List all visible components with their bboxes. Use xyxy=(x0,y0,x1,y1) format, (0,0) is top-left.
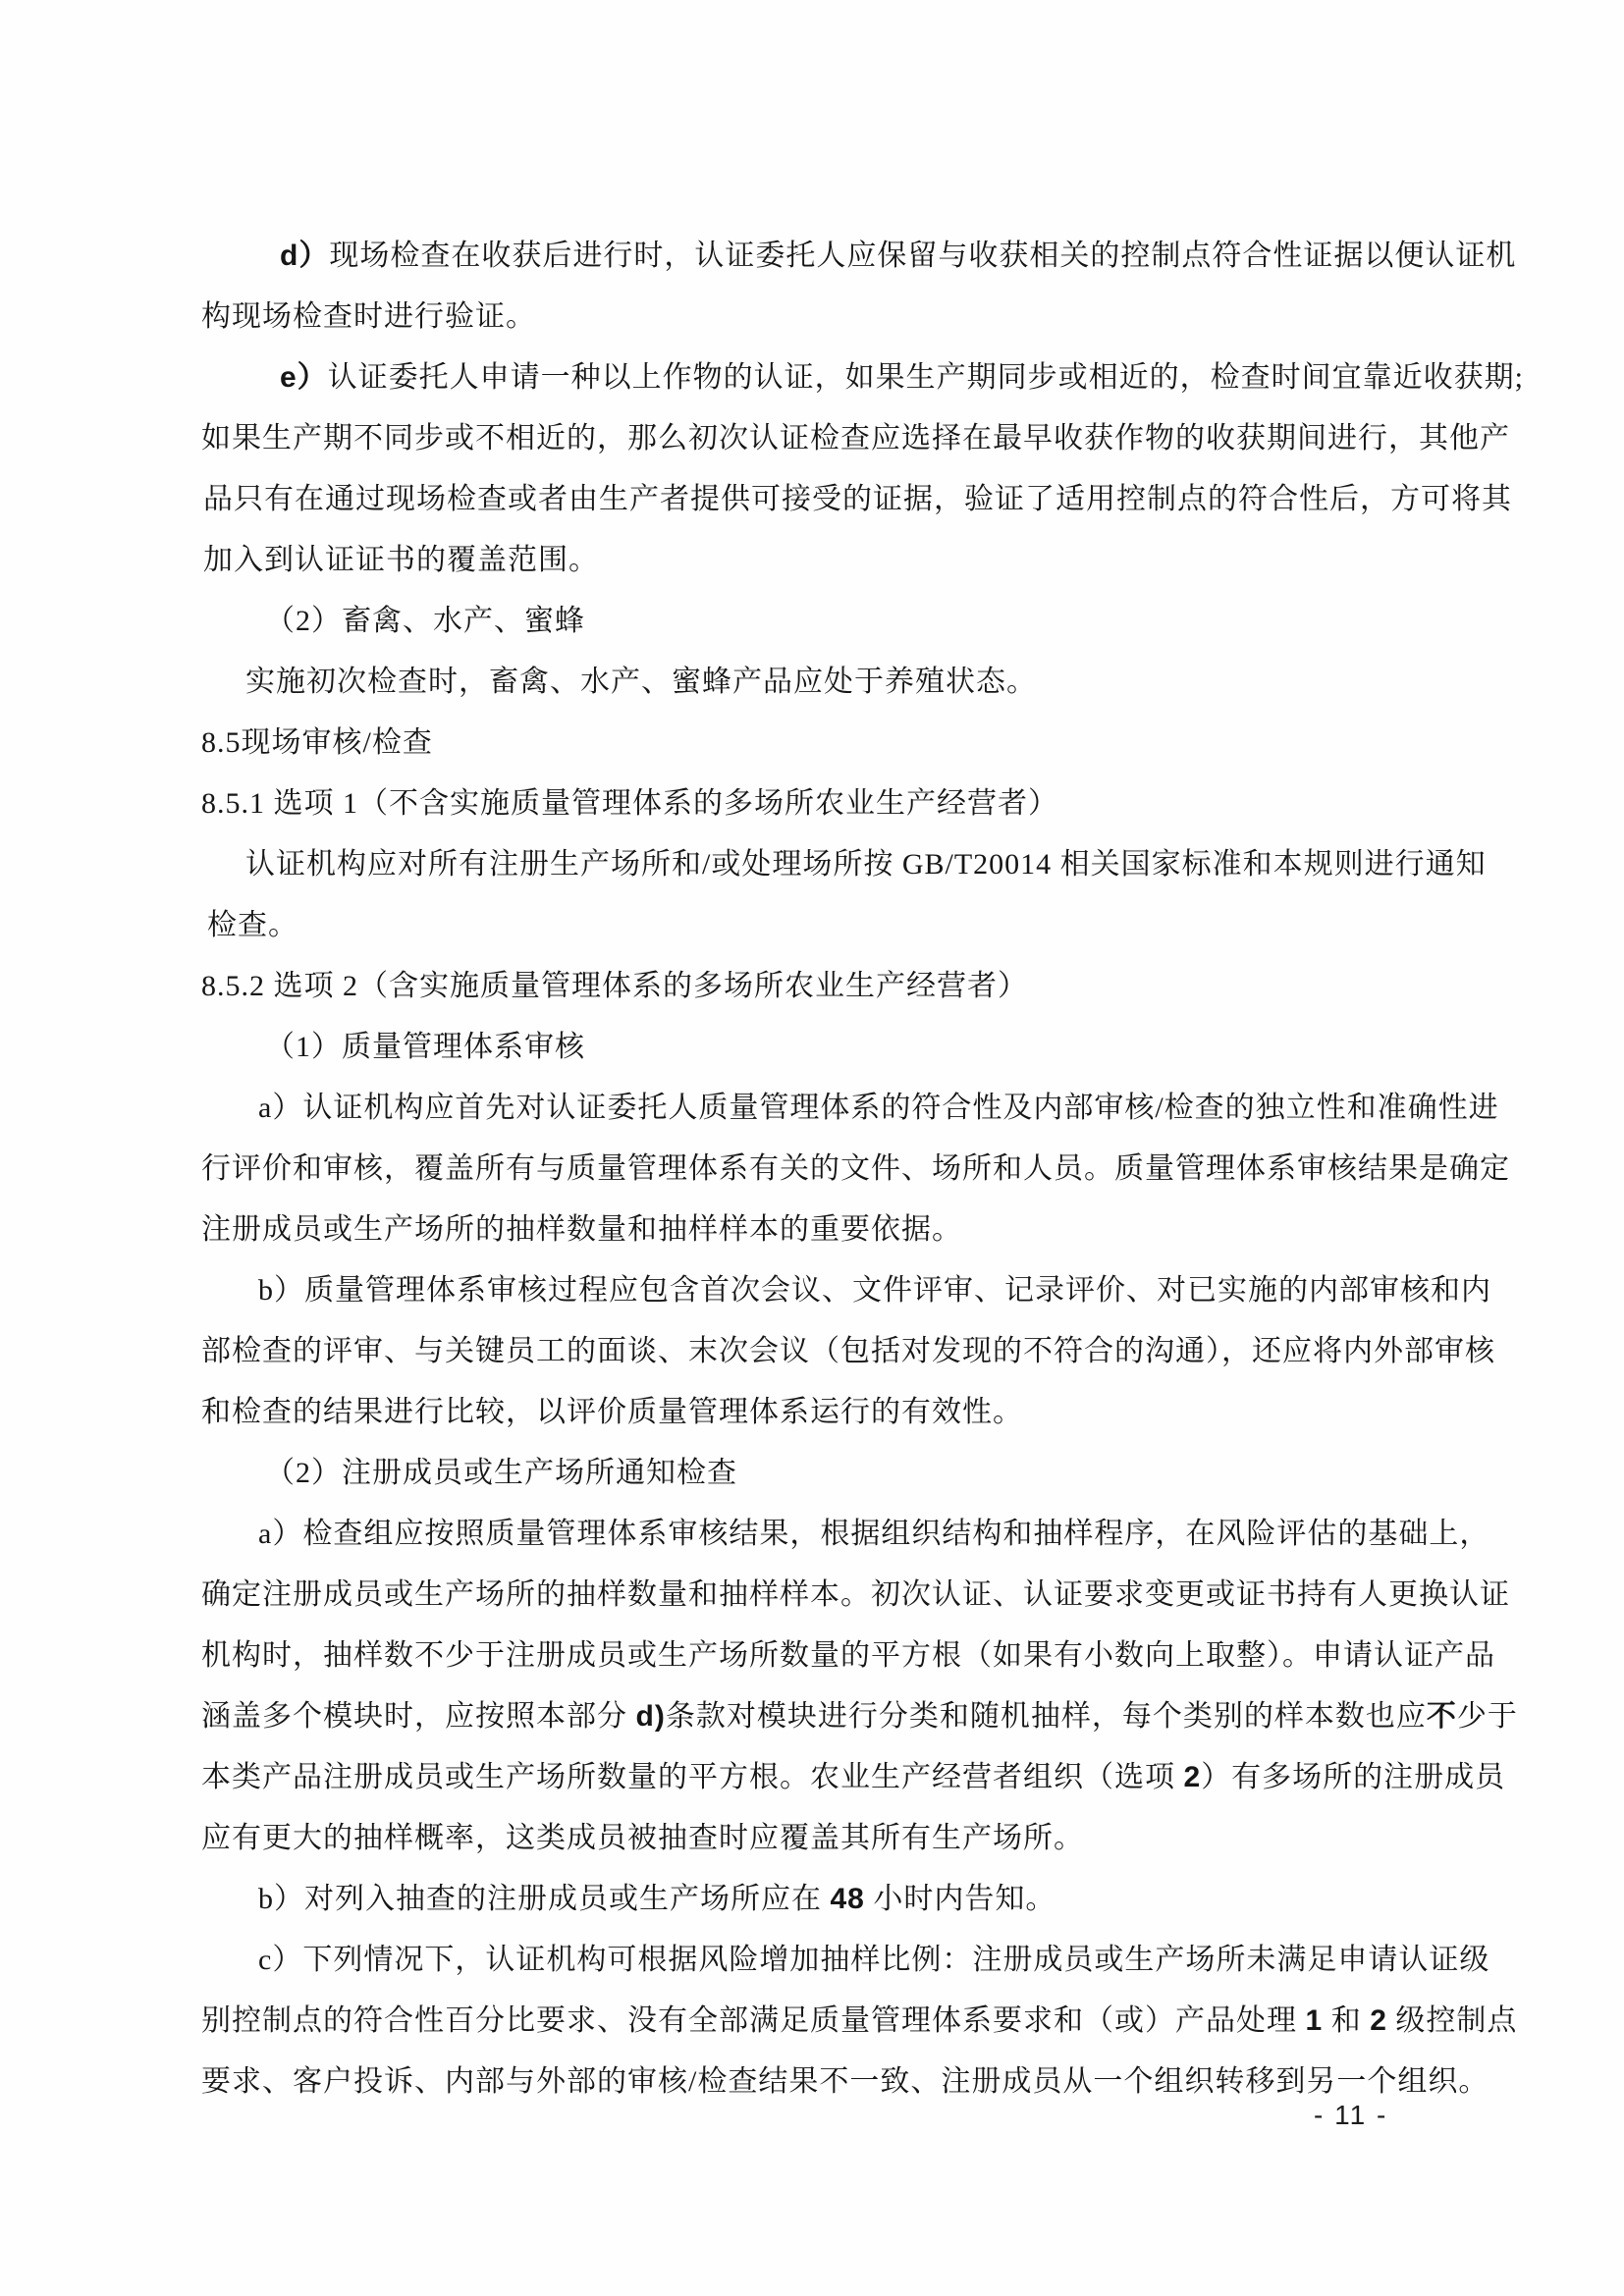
emphasis-text: 2 xyxy=(1183,1761,1202,1793)
body-text: 构现场检查时进行验证。 xyxy=(201,300,536,333)
body-text: 加入到认证证书的覆盖范围。 xyxy=(203,544,599,576)
text-line xyxy=(201,895,1527,956)
body-text: b）对列入抽查的注册成员或生产场所应在 xyxy=(258,1883,831,1915)
text-line xyxy=(201,774,1527,834)
body-text: 少于 xyxy=(1456,1700,1518,1733)
text-line xyxy=(201,1626,1527,1686)
body-text: b）质量管理体系审核过程应包含首次会议、文件评审、记录评价、对已实施的内部审核和内 xyxy=(258,1274,1491,1307)
body-text: 要求、客户投诉、内部与外部的审核/检查结果不一致、注册成员从一个组织转移到另一个组织。 xyxy=(201,2065,1489,2098)
text-line xyxy=(201,1869,1527,1930)
body-text: （2）注册成员或生产场所通知检查 xyxy=(265,1457,737,1489)
body-text: ）有多场所的注册成员 xyxy=(1201,1761,1506,1793)
text-line xyxy=(201,1747,1527,1808)
body-text: 小时内告知。 xyxy=(864,1883,1056,1915)
body-text: （1）质量管理体系审核 xyxy=(265,1031,585,1063)
body-text: 级控制点 xyxy=(1386,2004,1518,2037)
body-text: 机构时，抽样数不少于注册成员或生产场所数量的平方根（如果有小数向上取整）。申请认证产品 xyxy=(201,1639,1495,1672)
body-text: 实施初次检查时，畜禽、水产、蜜蜂产品应处于养殖状态。 xyxy=(245,666,1037,698)
body-text: 别控制点的符合性百分比要求、没有全部满足质量管理体系要求和（或）产品处理 xyxy=(201,2004,1306,2037)
emphasis-text: e） xyxy=(280,361,328,394)
text-line xyxy=(201,1991,1527,2052)
text-line xyxy=(201,1443,1527,1504)
text-line xyxy=(201,226,1527,287)
text-line xyxy=(201,1260,1527,1321)
body-text: 认证委托人申请一种以上作物的认证，如果生产期同步或相近的，检查时间宜靠近收获期; xyxy=(327,361,1525,394)
text-line xyxy=(201,1686,1527,1747)
text-line xyxy=(201,408,1527,469)
body-text: 品只有在通过现场检查或者由生产者提供可接受的证据，验证了适用控制点的符合性后，方可将其 xyxy=(203,483,1512,515)
body-text: 确定注册成员或生产场所的抽样数量和抽样样本。初次认证、认证要求变更或证书持有人更换认证 xyxy=(201,1578,1510,1611)
text-line xyxy=(201,1078,1527,1139)
text-line xyxy=(201,530,1527,591)
text-line xyxy=(201,469,1527,530)
body-text: 行评价和审核，覆盖所有与质量管理体系有关的文件、场所和人员。质量管理体系审核结果是确定 xyxy=(201,1152,1510,1185)
text-line xyxy=(201,1321,1527,1382)
text-line xyxy=(201,713,1527,774)
body-text: 8.5.1 选项 1（不含实施质量管理体系的多场所农业生产经营者） xyxy=(201,787,1058,820)
text-line xyxy=(201,347,1527,408)
emphasis-text: d） xyxy=(280,240,330,272)
page-number: - 11 - xyxy=(1314,2100,1388,2130)
emphasis-text: 1 xyxy=(1305,2004,1324,2037)
text-line xyxy=(201,1382,1527,1443)
body-text: 检查。 xyxy=(207,909,298,941)
emphasis-text: d) xyxy=(635,1700,666,1733)
body-text: 注册成员或生产场所的抽样数量和抽样样本的重要依据。 xyxy=(201,1213,962,1246)
text-line xyxy=(201,1017,1527,1078)
text-line xyxy=(201,591,1527,652)
emphasis-text: 不 xyxy=(1426,1700,1457,1733)
body-text: 涵盖多个模块时，应按照本部分 xyxy=(201,1700,636,1733)
text-line xyxy=(201,1504,1527,1565)
text-line xyxy=(201,287,1527,347)
body-text: 应有更大的抽样概率，这类成员被抽查时应覆盖其所有生产场所。 xyxy=(201,1822,1084,1854)
emphasis-text: 48 xyxy=(830,1883,865,1915)
body-text: a）检查组应按照质量管理体系审核结果，根据组织结构和抽样程序，在风险评估的基础上， xyxy=(258,1518,1490,1550)
body-text: 如果生产期不同步或不相近的，那么初次认证检查应选择在最早收获作物的收获期间进行，其他产 xyxy=(201,422,1510,454)
emphasis-text: 2 xyxy=(1370,2004,1387,2037)
body-text: 和 xyxy=(1323,2004,1371,2037)
body-text: 8.5现场审核/检查 xyxy=(201,726,433,759)
body-text: 8.5.2 选项 2（含实施质量管理体系的多场所农业生产经营者） xyxy=(201,970,1028,1002)
body-text: 和检查的结果进行比较，以评价质量管理体系运行的有效性。 xyxy=(201,1396,1023,1428)
body-text: 部检查的评审、与关键员工的面谈、末次会议（包括对发现的不符合的沟通），还应将内外部审核 xyxy=(201,1335,1495,1367)
text-lines xyxy=(201,226,1527,2112)
text-line xyxy=(201,834,1527,895)
body-text: 认证机构应对所有注册生产场所和/或处理场所按 GB/T20014 相关国家标准和本规则进行通知 xyxy=(245,848,1487,881)
text-line xyxy=(201,1565,1527,1626)
text-line xyxy=(201,1930,1527,1991)
body-text: 现场检查在收获后进行时，认证委托人应保留与收获相关的控制点符合性证据以便认证机 xyxy=(329,240,1517,272)
body-text: a）认证机构应首先对认证委托人质量管理体系的符合性及内部审核/检查的独立性和准确性进 xyxy=(258,1092,1499,1124)
body-text: （2）畜禽、水产、蜜蜂 xyxy=(265,605,585,637)
body-text: 本类产品注册成员或生产场所数量的平方根。农业生产经营者组织（选项 xyxy=(201,1761,1184,1793)
text-line xyxy=(201,1200,1527,1260)
body-text: 条款对模块进行分类和随机抽样，每个类别的样本数也应 xyxy=(665,1700,1427,1733)
body-text: c）下列情况下，认证机构可根据风险增加抽样比例：注册成员或生产场所未满足申请认证级 xyxy=(258,1944,1490,1976)
text-line xyxy=(201,1139,1527,1200)
text-line xyxy=(201,1808,1527,1869)
text-line xyxy=(201,652,1527,713)
text-line xyxy=(201,956,1527,1017)
